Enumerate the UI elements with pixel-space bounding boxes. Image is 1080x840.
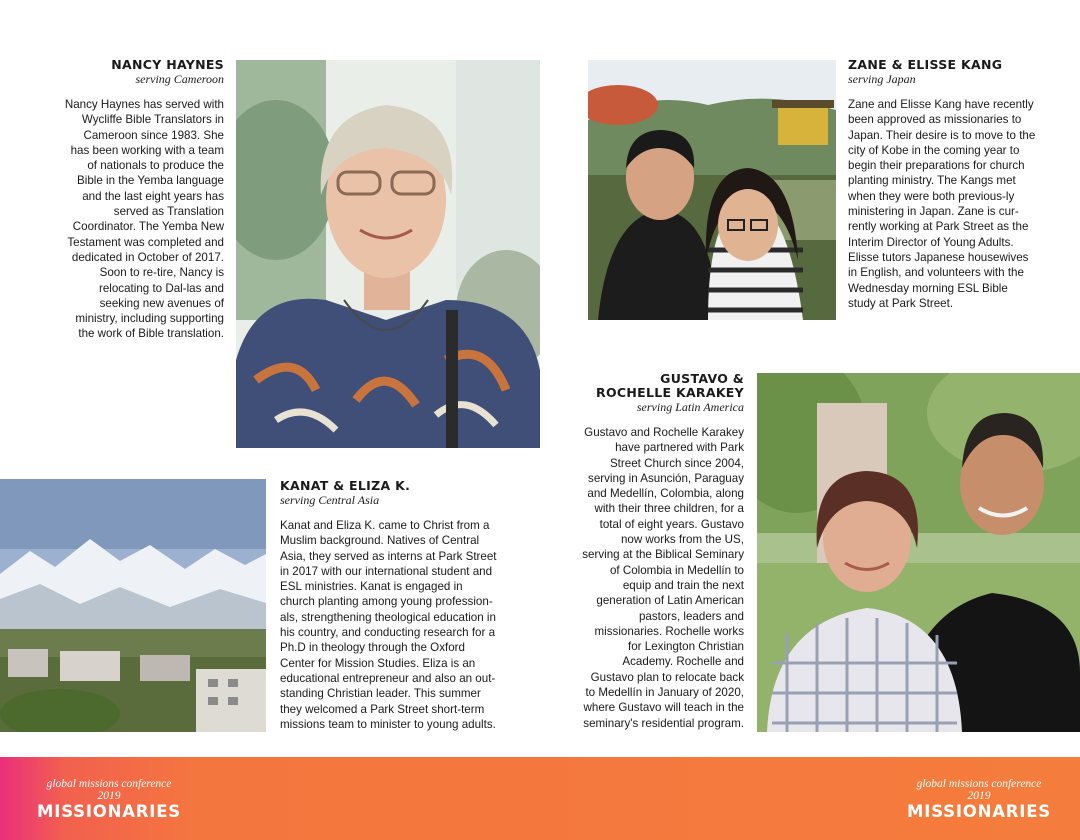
missionary-kanat-eliza bbox=[280, 479, 500, 732]
missionary-name: NANCY HAYNES bbox=[111, 57, 224, 72]
footer-tag-right bbox=[904, 778, 1054, 822]
footer-subtitle: global missions conference 2019 bbox=[46, 778, 172, 802]
gustavo-rochelle-karakey-photo bbox=[757, 373, 1080, 732]
missionary-nancy-haynes bbox=[62, 58, 224, 342]
zane-elisse-kang-photo bbox=[588, 60, 836, 320]
missionary-location: serving Central Asia bbox=[280, 493, 380, 507]
footer-title: MISSIONARIES bbox=[37, 802, 181, 821]
footer-banner bbox=[0, 757, 1080, 840]
missionary-bio: Nancy Haynes has served with Wycliffe Bible Translators in Cameroon since 1983. She has been working with a team of nationals to produce the Bible in the Yemba language and the last eight years has served as Translation Coordinator. The Yemba New Testament was completed and dedicated in October of 2017. Soon to re-tire, Nancy is relocating to Dal-las and seeking new avenues of ministry, including supporting the work of Bible translation. bbox=[64, 98, 224, 341]
missionary-name: ZANE & ELISSE KANG bbox=[848, 57, 1003, 72]
footer-title: MISSIONARIES bbox=[907, 802, 1051, 821]
nancy-haynes-photo bbox=[236, 60, 540, 448]
missionary-gustavo-rochelle-karakey bbox=[582, 372, 744, 731]
missionary-name: GUSTAVO & ROCHELLE KARAKEY bbox=[596, 371, 744, 400]
missionary-name: KANAT & ELIZA K. bbox=[280, 478, 411, 493]
footer-tag-left bbox=[34, 778, 184, 822]
missionary-zane-elisse-kang bbox=[848, 58, 1038, 311]
footer-subtitle: global missions conference 2019 bbox=[916, 778, 1042, 802]
missionary-bio: Kanat and Eliza K. came to Christ from a Muslim background. Natives of Central Asia, they served as interns at Park Street in 2017 with our international student and ESL ministries. Kanat is engaged in church planting among young profession-als, strengthening theological education in his country, and conducting research for a Ph.D in theology through the Oxford Center for Mission Studies. Eliza is an educational entrepreneur and also an out-standing Christian leader. This summer they welcomed a Park Street short-term missions team to minister to young adults. bbox=[280, 519, 497, 731]
missionary-location: serving Japan bbox=[848, 72, 916, 86]
missionary-bio: Gustavo and Rochelle Karakey have partnered with Park Street Church since 2004, serving in Asunción, Paraguay and Medellín, Colombia, along with their three children, for a total of eight years. Gustavo now works from the US, serving at the Biblical Seminary of Colombia in Medellín to equip and train the next generation of Latin American pastors, leaders and missionaries. Rochelle works for Lexington Christian Academy. Rochelle and Gustavo plan to relocate back to Medellín in January of 2020, where Gustavo will teach in the seminary's residential program. bbox=[582, 426, 744, 730]
kanat-eliza-photo bbox=[0, 479, 266, 732]
missionary-location: serving Latin America bbox=[636, 400, 744, 414]
missionary-location: serving Cameroon bbox=[135, 72, 224, 86]
missionary-bio: Zane and Elisse Kang have recently been approved as missionaries to Japan. Their desire is to move to the city of Kobe in the coming year to begin their preparations for church planting ministry. The Kangs met when they were both previous-ly ministering in Japan. Zane is cur-rently working at Park Street as the Interim Director of Young Adults. Elisse tutors Japanese housewives in English, and volunteers with the Wednesday morning ESL Bible study at Park Street. bbox=[848, 98, 1036, 310]
